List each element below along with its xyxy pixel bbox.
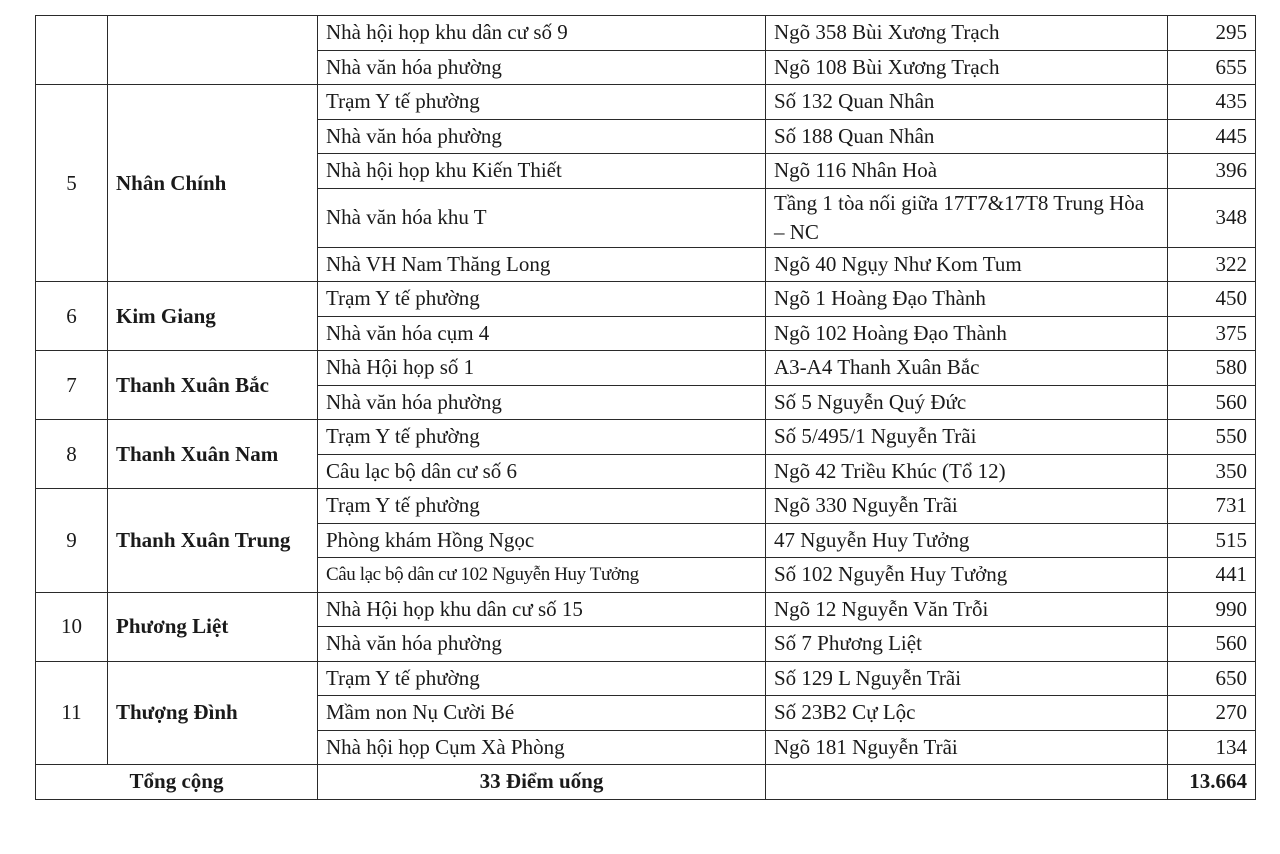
ward-name: Nhân Chính	[108, 85, 318, 282]
address: Số 23B2 Cự Lộc	[766, 696, 1168, 731]
total-points: 33 Điểm uống	[318, 765, 766, 800]
count: 990	[1168, 592, 1256, 627]
count: 441	[1168, 558, 1256, 593]
count: 396	[1168, 154, 1256, 189]
count: 348	[1168, 188, 1256, 247]
table-row	[36, 351, 1256, 386]
ward-number	[36, 16, 108, 85]
place-name: Nhà văn hóa cụm 4	[318, 316, 766, 351]
ward-name: Thanh Xuân Trung	[108, 489, 318, 593]
count: 731	[1168, 489, 1256, 524]
count: 270	[1168, 696, 1256, 731]
count: 350	[1168, 454, 1256, 489]
address: Tầng 1 tòa nối giữa 17T7&17T8 Trung Hòa – NC	[766, 188, 1168, 247]
place-name: Nhà hội họp khu Kiến Thiết	[318, 154, 766, 189]
address: Ngõ 102 Hoàng Đạo Thành	[766, 316, 1168, 351]
place-name: Phòng khám Hồng Ngọc	[318, 523, 766, 558]
ward-number: 11	[36, 661, 108, 765]
place-name: Nhà Hội họp số 1	[318, 351, 766, 386]
address: Ngõ 358 Bùi Xương Trạch	[766, 16, 1168, 51]
address: A3-A4 Thanh Xuân Bắc	[766, 351, 1168, 386]
address: 47 Nguyễn Huy Tưởng	[766, 523, 1168, 558]
address: Ngõ 181 Nguyễn Trãi	[766, 730, 1168, 765]
table-row	[36, 592, 1256, 627]
ward-number: 9	[36, 489, 108, 593]
address: Ngõ 116 Nhân Hoà	[766, 154, 1168, 189]
ward-number: 7	[36, 351, 108, 420]
table-row	[36, 85, 1256, 120]
table-row	[36, 420, 1256, 455]
ward-number: 5	[36, 85, 108, 282]
place-name: Nhà VH Nam Thăng Long	[318, 247, 766, 282]
ward-name: Thanh Xuân Nam	[108, 420, 318, 489]
count: 580	[1168, 351, 1256, 386]
count: 560	[1168, 627, 1256, 662]
count: 295	[1168, 16, 1256, 51]
table-row	[36, 282, 1256, 317]
address: Số 102 Nguyễn Huy Tưởng	[766, 558, 1168, 593]
place-name: Trạm Y tế phường	[318, 661, 766, 696]
ward-name: Thanh Xuân Bắc	[108, 351, 318, 420]
ward-name	[108, 16, 318, 85]
address: Ngõ 12 Nguyễn Văn Trỗi	[766, 592, 1168, 627]
count: 560	[1168, 385, 1256, 420]
count: 650	[1168, 661, 1256, 696]
place-name: Trạm Y tế phường	[318, 85, 766, 120]
ward-number: 10	[36, 592, 108, 661]
table-row	[36, 661, 1256, 696]
place-name: Trạm Y tế phường	[318, 282, 766, 317]
place-name: Mầm non Nụ Cười Bé	[318, 696, 766, 731]
total-row	[36, 765, 1256, 800]
place-name: Nhà văn hóa phường	[318, 50, 766, 85]
count: 445	[1168, 119, 1256, 154]
place-name: Nhà văn hóa phường	[318, 627, 766, 662]
place-name: Nhà văn hóa khu T	[318, 188, 766, 247]
place-name: Nhà Hội họp khu dân cư số 15	[318, 592, 766, 627]
table-row	[36, 489, 1256, 524]
ward-name: Kim Giang	[108, 282, 318, 351]
address: Số 129 L Nguyễn Trãi	[766, 661, 1168, 696]
count: 375	[1168, 316, 1256, 351]
place-name: Nhà văn hóa phường	[318, 385, 766, 420]
address: Số 5 Nguyễn Quý Đức	[766, 385, 1168, 420]
address: Ngõ 42 Triều Khúc (Tổ 12)	[766, 454, 1168, 489]
ward-number: 8	[36, 420, 108, 489]
place-name: Câu lạc bộ dân cư 102 Nguyễn Huy Tưởng	[318, 558, 766, 593]
place-name: Trạm Y tế phường	[318, 489, 766, 524]
address: Ngõ 1 Hoàng Đạo Thành	[766, 282, 1168, 317]
table-row	[36, 16, 1256, 51]
ward-name: Phương Liệt	[108, 592, 318, 661]
address: Ngõ 108 Bùi Xương Trạch	[766, 50, 1168, 85]
ward-name: Thượng Đình	[108, 661, 318, 765]
place-name: Trạm Y tế phường	[318, 420, 766, 455]
count: 134	[1168, 730, 1256, 765]
address: Ngõ 40 Ngụy Như Kom Tum	[766, 247, 1168, 282]
total-label: Tổng cộng	[36, 765, 318, 800]
place-name: Câu lạc bộ dân cư số 6	[318, 454, 766, 489]
place-name: Nhà hội họp Cụm Xà Phòng	[318, 730, 766, 765]
address: Số 5/495/1 Nguyễn Trãi	[766, 420, 1168, 455]
count: 655	[1168, 50, 1256, 85]
address: Số 132 Quan Nhân	[766, 85, 1168, 120]
address: Số 7 Phương Liệt	[766, 627, 1168, 662]
place-name: Nhà văn hóa phường	[318, 119, 766, 154]
count: 450	[1168, 282, 1256, 317]
total-address	[766, 765, 1168, 800]
total-count: 13.664	[1168, 765, 1256, 800]
drinking-points-table	[35, 15, 1256, 800]
count: 435	[1168, 85, 1256, 120]
place-name: Nhà hội họp khu dân cư số 9	[318, 16, 766, 51]
ward-number: 6	[36, 282, 108, 351]
count: 550	[1168, 420, 1256, 455]
count: 322	[1168, 247, 1256, 282]
address: Ngõ 330 Nguyễn Trãi	[766, 489, 1168, 524]
count: 515	[1168, 523, 1256, 558]
address: Số 188 Quan Nhân	[766, 119, 1168, 154]
